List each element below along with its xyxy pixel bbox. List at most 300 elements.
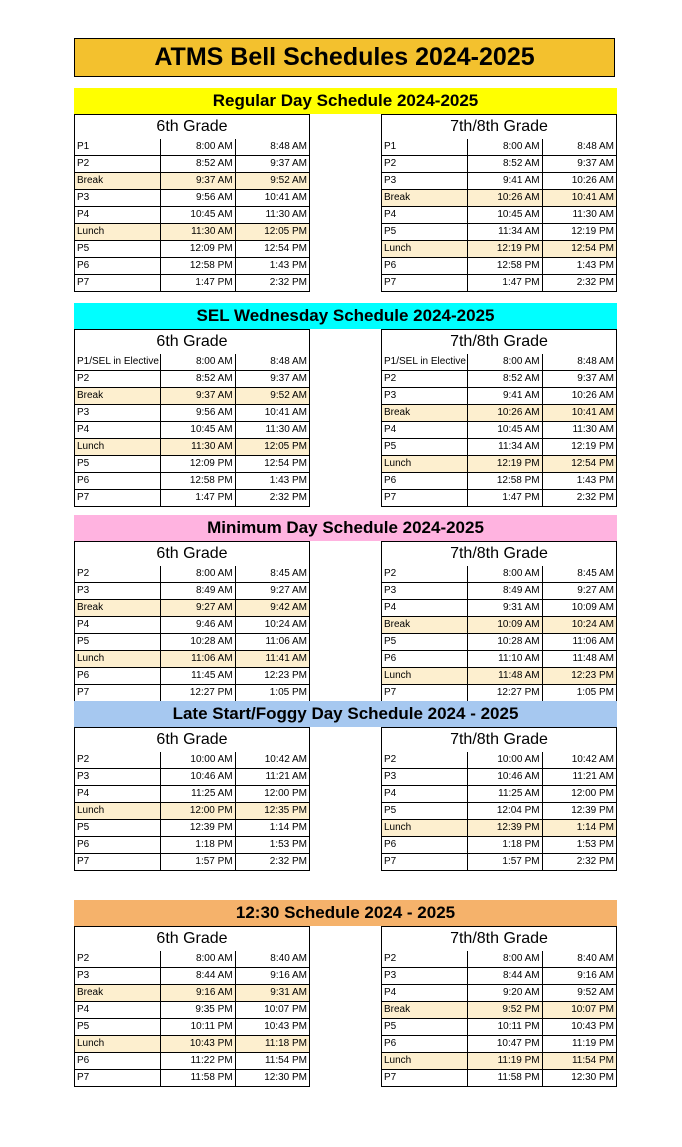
period-cell: P7 <box>75 854 161 871</box>
start-time-cell: 9:56 AM <box>161 405 235 422</box>
period-cell: Lunch <box>75 803 161 820</box>
end-time-cell: 12:54 PM <box>235 241 309 258</box>
start-time-cell: 1:47 PM <box>468 275 542 292</box>
section-tables <box>74 926 617 1102</box>
period-cell: Lunch <box>75 1036 161 1053</box>
schedule-row <box>75 803 310 820</box>
schedule-row <box>382 634 617 651</box>
period-cell: Break <box>75 985 161 1002</box>
sixth-grade-table <box>74 114 310 292</box>
end-time-cell: 10:26 AM <box>542 173 616 190</box>
schedule-row <box>382 837 617 854</box>
schedule-row <box>75 439 310 456</box>
start-time-cell: 12:19 PM <box>468 456 542 473</box>
schedule-row <box>382 951 617 968</box>
end-time-cell: 12:23 PM <box>542 668 616 685</box>
end-time-cell: 1:14 PM <box>542 820 616 837</box>
period-cell: Lunch <box>75 439 161 456</box>
period-cell: P3 <box>75 583 161 600</box>
end-time-cell: 11:30 AM <box>235 422 309 439</box>
schedule-row <box>75 634 310 651</box>
schedule-row <box>75 769 310 786</box>
period-cell: P1/SEL in Elective <box>75 354 161 371</box>
schedule-row <box>75 224 310 241</box>
start-time-cell: 9:35 PM <box>161 1002 235 1019</box>
period-cell: P7 <box>75 1070 161 1087</box>
end-time-cell: 12:19 PM <box>542 224 616 241</box>
grade-header: 7th/8th Grade <box>382 728 617 753</box>
schedule-row <box>382 422 617 439</box>
start-time-cell: 1:57 PM <box>161 854 235 871</box>
period-cell: Break <box>382 190 468 207</box>
section-tables <box>74 114 617 290</box>
start-time-cell: 8:00 AM <box>468 139 542 156</box>
period-cell: P2 <box>382 951 468 968</box>
start-time-cell: 11:10 AM <box>468 651 542 668</box>
schedule-row <box>75 985 310 1002</box>
schedule-row <box>75 668 310 685</box>
schedule-row <box>75 600 310 617</box>
start-time-cell: 10:47 PM <box>468 1036 542 1053</box>
period-cell: P3 <box>75 769 161 786</box>
period-cell: P7 <box>75 685 161 702</box>
start-time-cell: 12:58 PM <box>468 473 542 490</box>
end-time-cell: 12:54 PM <box>235 456 309 473</box>
grade-header: 6th Grade <box>75 927 310 952</box>
period-cell: P3 <box>382 583 468 600</box>
schedule-row <box>382 617 617 634</box>
period-cell: P4 <box>75 422 161 439</box>
start-time-cell: 8:52 AM <box>161 156 235 173</box>
period-cell: Lunch <box>382 820 468 837</box>
schedule-row <box>75 685 310 702</box>
section-title: Minimum Day Schedule 2024-2025 <box>74 515 617 541</box>
schedule-row <box>382 786 617 803</box>
sixth-grade-table <box>74 926 310 1087</box>
end-time-cell: 10:42 AM <box>235 752 309 769</box>
end-time-cell: 1:05 PM <box>235 685 309 702</box>
start-time-cell: 8:00 AM <box>468 951 542 968</box>
end-time-cell: 12:19 PM <box>542 439 616 456</box>
start-time-cell: 9:41 AM <box>468 388 542 405</box>
period-cell: P7 <box>382 1070 468 1087</box>
schedule-row <box>75 388 310 405</box>
sixth-grade-table <box>74 727 310 871</box>
sixth-grade-table <box>74 541 310 702</box>
schedule-row <box>382 566 617 583</box>
section-tables <box>74 541 617 717</box>
start-time-cell: 9:46 AM <box>161 617 235 634</box>
sel-wednesday-section <box>74 303 617 505</box>
start-time-cell: 10:28 AM <box>468 634 542 651</box>
start-time-cell: 9:56 AM <box>161 190 235 207</box>
start-time-cell: 12:27 PM <box>161 685 235 702</box>
start-time-cell: 9:37 AM <box>161 173 235 190</box>
period-cell: Break <box>382 405 468 422</box>
start-time-cell: 11:19 PM <box>468 1053 542 1070</box>
grade-header: 7th/8th Grade <box>382 115 617 140</box>
end-time-cell: 10:24 AM <box>542 617 616 634</box>
start-time-cell: 12:09 PM <box>161 241 235 258</box>
schedule-row <box>75 968 310 985</box>
period-cell: P2 <box>75 951 161 968</box>
schedule-row <box>382 224 617 241</box>
schedule-row <box>382 668 617 685</box>
period-cell: Lunch <box>382 241 468 258</box>
schedule-row <box>75 951 310 968</box>
period-cell: P5 <box>382 224 468 241</box>
period-cell: P3 <box>75 190 161 207</box>
grade-header: 6th Grade <box>75 115 310 140</box>
schedule-row <box>382 156 617 173</box>
start-time-cell: 8:44 AM <box>468 968 542 985</box>
end-time-cell: 12:35 PM <box>235 803 309 820</box>
start-time-cell: 10:43 PM <box>161 1036 235 1053</box>
end-time-cell: 2:32 PM <box>542 275 616 292</box>
end-time-cell: 9:37 AM <box>542 156 616 173</box>
start-time-cell: 9:31 AM <box>468 600 542 617</box>
schedule-row <box>75 786 310 803</box>
period-cell: P1/SEL in Elective <box>382 354 468 371</box>
start-time-cell: 11:34 AM <box>468 439 542 456</box>
start-time-cell: 10:26 AM <box>468 405 542 422</box>
period-cell: P3 <box>75 405 161 422</box>
start-time-cell: 9:37 AM <box>161 388 235 405</box>
end-time-cell: 1:05 PM <box>542 685 616 702</box>
schedule-row <box>75 651 310 668</box>
end-time-cell: 10:26 AM <box>542 388 616 405</box>
start-time-cell: 12:39 PM <box>161 820 235 837</box>
start-time-cell: 11:45 AM <box>161 668 235 685</box>
start-time-cell: 12:19 PM <box>468 241 542 258</box>
period-cell: Lunch <box>75 651 161 668</box>
end-time-cell: 11:21 AM <box>542 769 616 786</box>
schedule-row <box>382 473 617 490</box>
schedule-row <box>75 1036 310 1053</box>
section-tables <box>74 329 617 505</box>
period-cell: Lunch <box>382 668 468 685</box>
late-start-section <box>74 701 617 903</box>
start-time-cell: 11:06 AM <box>161 651 235 668</box>
schedule-row <box>382 456 617 473</box>
start-time-cell: 1:18 PM <box>161 837 235 854</box>
start-time-cell: 9:16 AM <box>161 985 235 1002</box>
schedule-row <box>382 820 617 837</box>
end-time-cell: 12:05 PM <box>235 224 309 241</box>
period-cell: P5 <box>75 1019 161 1036</box>
schedule-row <box>382 275 617 292</box>
end-time-cell: 1:43 PM <box>235 258 309 275</box>
start-time-cell: 12:58 PM <box>161 258 235 275</box>
period-cell: P7 <box>382 490 468 507</box>
schedule-row <box>382 803 617 820</box>
end-time-cell: 1:53 PM <box>542 837 616 854</box>
start-time-cell: 1:47 PM <box>468 490 542 507</box>
period-cell: P6 <box>75 837 161 854</box>
end-time-cell: 10:43 PM <box>235 1019 309 1036</box>
schedule-row <box>75 473 310 490</box>
start-time-cell: 12:58 PM <box>161 473 235 490</box>
end-time-cell: 8:48 AM <box>235 354 309 371</box>
end-time-cell: 1:43 PM <box>542 473 616 490</box>
period-cell: P6 <box>382 837 468 854</box>
seventh-eighth-grade-table <box>381 541 617 702</box>
schedule-row <box>75 820 310 837</box>
schedule-row <box>382 968 617 985</box>
schedule-row <box>75 617 310 634</box>
schedule-row <box>382 241 617 258</box>
end-time-cell: 12:23 PM <box>235 668 309 685</box>
period-cell: P5 <box>75 456 161 473</box>
period-cell: P3 <box>382 769 468 786</box>
end-time-cell: 10:43 PM <box>542 1019 616 1036</box>
end-time-cell: 8:40 AM <box>542 951 616 968</box>
end-time-cell: 11:06 AM <box>235 634 309 651</box>
period-cell: P2 <box>75 156 161 173</box>
start-time-cell: 1:47 PM <box>161 490 235 507</box>
end-time-cell: 1:53 PM <box>235 837 309 854</box>
period-cell: P4 <box>382 207 468 224</box>
end-time-cell: 9:42 AM <box>235 600 309 617</box>
schedule-row <box>75 207 310 224</box>
period-cell: Lunch <box>75 224 161 241</box>
schedule-row <box>75 854 310 871</box>
period-cell: P5 <box>382 1019 468 1036</box>
period-cell: P2 <box>382 566 468 583</box>
start-time-cell: 9:20 AM <box>468 985 542 1002</box>
period-cell: P3 <box>382 388 468 405</box>
period-cell: Lunch <box>382 456 468 473</box>
end-time-cell: 1:14 PM <box>235 820 309 837</box>
seventh-eighth-grade-table <box>381 727 617 871</box>
start-time-cell: 8:52 AM <box>468 371 542 388</box>
seventh-eighth-grade-table <box>381 926 617 1087</box>
end-time-cell: 8:45 AM <box>235 566 309 583</box>
period-cell: P6 <box>382 651 468 668</box>
start-time-cell: 8:00 AM <box>161 139 235 156</box>
start-time-cell: 8:00 AM <box>468 566 542 583</box>
period-cell: P6 <box>382 258 468 275</box>
period-cell: P7 <box>382 685 468 702</box>
schedule-row <box>382 1002 617 1019</box>
end-time-cell: 11:30 AM <box>542 422 616 439</box>
start-time-cell: 10:09 AM <box>468 617 542 634</box>
period-cell: P2 <box>75 371 161 388</box>
schedule-row <box>382 1053 617 1070</box>
end-time-cell: 10:41 AM <box>235 190 309 207</box>
end-time-cell: 11:41 AM <box>235 651 309 668</box>
sixth-grade-table <box>74 329 310 507</box>
start-time-cell: 10:45 AM <box>161 207 235 224</box>
schedule-row <box>75 456 310 473</box>
end-time-cell: 9:52 AM <box>235 173 309 190</box>
schedule-row <box>382 139 617 156</box>
period-cell: P6 <box>75 1053 161 1070</box>
period-cell: P4 <box>75 786 161 803</box>
schedule-row <box>75 422 310 439</box>
schedule-row <box>75 1070 310 1087</box>
end-time-cell: 9:27 AM <box>542 583 616 600</box>
end-time-cell: 2:32 PM <box>542 854 616 871</box>
period-cell: P4 <box>382 786 468 803</box>
period-cell: P1 <box>382 139 468 156</box>
schedule-row <box>382 207 617 224</box>
period-cell: Break <box>75 388 161 405</box>
schedule-row <box>75 275 310 292</box>
end-time-cell: 11:30 AM <box>542 207 616 224</box>
period-cell: P4 <box>75 1002 161 1019</box>
end-time-cell: 12:54 PM <box>542 456 616 473</box>
start-time-cell: 12:00 PM <box>161 803 235 820</box>
end-time-cell: 11:54 PM <box>235 1053 309 1070</box>
start-time-cell: 9:41 AM <box>468 173 542 190</box>
end-time-cell: 8:40 AM <box>235 951 309 968</box>
end-time-cell: 2:32 PM <box>235 490 309 507</box>
schedule-row <box>382 439 617 456</box>
section-title: Late Start/Foggy Day Schedule 2024 - 2025 <box>74 701 617 727</box>
period-cell: P4 <box>75 207 161 224</box>
minimum-day-section <box>74 515 617 717</box>
start-time-cell: 12:39 PM <box>468 820 542 837</box>
schedule-row <box>75 583 310 600</box>
start-time-cell: 10:26 AM <box>468 190 542 207</box>
schedule-row <box>75 490 310 507</box>
end-time-cell: 10:41 AM <box>542 190 616 207</box>
grade-header: 6th Grade <box>75 728 310 753</box>
period-cell: P3 <box>382 968 468 985</box>
schedule-row <box>75 139 310 156</box>
period-cell: P3 <box>382 173 468 190</box>
schedule-row <box>382 490 617 507</box>
section-tables <box>74 727 617 903</box>
page-title: ATMS Bell Schedules 2024-2025 <box>74 38 615 77</box>
end-time-cell: 11:48 AM <box>542 651 616 668</box>
schedule-row <box>75 837 310 854</box>
grade-header: 6th Grade <box>75 542 310 567</box>
end-time-cell: 8:48 AM <box>235 139 309 156</box>
period-cell: Break <box>382 1002 468 1019</box>
end-time-cell: 1:43 PM <box>235 473 309 490</box>
period-cell: P7 <box>75 275 161 292</box>
section-title: SEL Wednesday Schedule 2024-2025 <box>74 303 617 329</box>
schedule-row <box>75 371 310 388</box>
end-time-cell: 12:00 PM <box>235 786 309 803</box>
period-cell: P4 <box>75 617 161 634</box>
schedule-row <box>75 405 310 422</box>
period-cell: P6 <box>75 668 161 685</box>
period-cell: P5 <box>382 803 468 820</box>
end-time-cell: 12:30 PM <box>235 1070 309 1087</box>
start-time-cell: 10:28 AM <box>161 634 235 651</box>
end-time-cell: 9:52 AM <box>542 985 616 1002</box>
end-time-cell: 9:37 AM <box>235 156 309 173</box>
start-time-cell: 12:04 PM <box>468 803 542 820</box>
start-time-cell: 10:46 AM <box>468 769 542 786</box>
period-cell: P6 <box>75 473 161 490</box>
start-time-cell: 9:27 AM <box>161 600 235 617</box>
schedule-row <box>382 388 617 405</box>
period-cell: P6 <box>382 1036 468 1053</box>
end-time-cell: 2:32 PM <box>235 854 309 871</box>
end-time-cell: 9:37 AM <box>542 371 616 388</box>
end-time-cell: 12:39 PM <box>542 803 616 820</box>
schedule-row <box>382 190 617 207</box>
start-time-cell: 8:49 AM <box>161 583 235 600</box>
end-time-cell: 12:00 PM <box>542 786 616 803</box>
start-time-cell: 1:18 PM <box>468 837 542 854</box>
start-time-cell: 1:47 PM <box>161 275 235 292</box>
period-cell: Break <box>75 600 161 617</box>
grade-header: 6th Grade <box>75 330 310 355</box>
schedule-row <box>382 1036 617 1053</box>
end-time-cell: 12:05 PM <box>235 439 309 456</box>
schedule-row <box>382 1019 617 1036</box>
start-time-cell: 8:44 AM <box>161 968 235 985</box>
end-time-cell: 11:30 AM <box>235 207 309 224</box>
period-cell: P6 <box>382 473 468 490</box>
start-time-cell: 8:00 AM <box>161 951 235 968</box>
schedule-row <box>382 173 617 190</box>
end-time-cell: 10:07 PM <box>235 1002 309 1019</box>
period-cell: P2 <box>75 752 161 769</box>
period-cell: P5 <box>382 439 468 456</box>
grade-header: 7th/8th Grade <box>382 542 617 567</box>
period-cell: P5 <box>382 634 468 651</box>
grade-header: 7th/8th Grade <box>382 330 617 355</box>
end-time-cell: 2:32 PM <box>235 275 309 292</box>
end-time-cell: 11:21 AM <box>235 769 309 786</box>
end-time-cell: 11:54 PM <box>542 1053 616 1070</box>
period-cell: P2 <box>382 156 468 173</box>
schedule-row <box>382 354 617 371</box>
end-time-cell: 8:48 AM <box>542 139 616 156</box>
schedule-row <box>75 173 310 190</box>
start-time-cell: 10:45 AM <box>161 422 235 439</box>
period-cell: P6 <box>75 258 161 275</box>
start-time-cell: 10:45 AM <box>468 207 542 224</box>
period-cell: P4 <box>382 422 468 439</box>
section-title: Regular Day Schedule 2024-2025 <box>74 88 617 114</box>
start-time-cell: 11:25 AM <box>468 786 542 803</box>
end-time-cell: 10:41 AM <box>542 405 616 422</box>
schedule-row <box>75 190 310 207</box>
end-time-cell: 11:06 AM <box>542 634 616 651</box>
end-time-cell: 9:52 AM <box>235 388 309 405</box>
schedule-row <box>382 405 617 422</box>
period-cell: P7 <box>382 275 468 292</box>
schedule-row <box>382 583 617 600</box>
start-time-cell: 10:45 AM <box>468 422 542 439</box>
start-time-cell: 8:52 AM <box>468 156 542 173</box>
period-cell: P5 <box>75 634 161 651</box>
schedule-row <box>75 752 310 769</box>
period-cell: Break <box>382 617 468 634</box>
end-time-cell: 9:27 AM <box>235 583 309 600</box>
grade-header: 7th/8th Grade <box>382 927 617 952</box>
seventh-eighth-grade-table <box>381 114 617 292</box>
start-time-cell: 12:09 PM <box>161 456 235 473</box>
period-cell: P7 <box>382 854 468 871</box>
start-time-cell: 11:34 AM <box>468 224 542 241</box>
start-time-cell: 10:00 AM <box>468 752 542 769</box>
start-time-cell: 11:58 PM <box>468 1070 542 1087</box>
period-cell: P5 <box>75 241 161 258</box>
start-time-cell: 11:22 PM <box>161 1053 235 1070</box>
end-time-cell: 11:18 PM <box>235 1036 309 1053</box>
start-time-cell: 11:58 PM <box>161 1070 235 1087</box>
schedule-row <box>75 1019 310 1036</box>
end-time-cell: 8:45 AM <box>542 566 616 583</box>
